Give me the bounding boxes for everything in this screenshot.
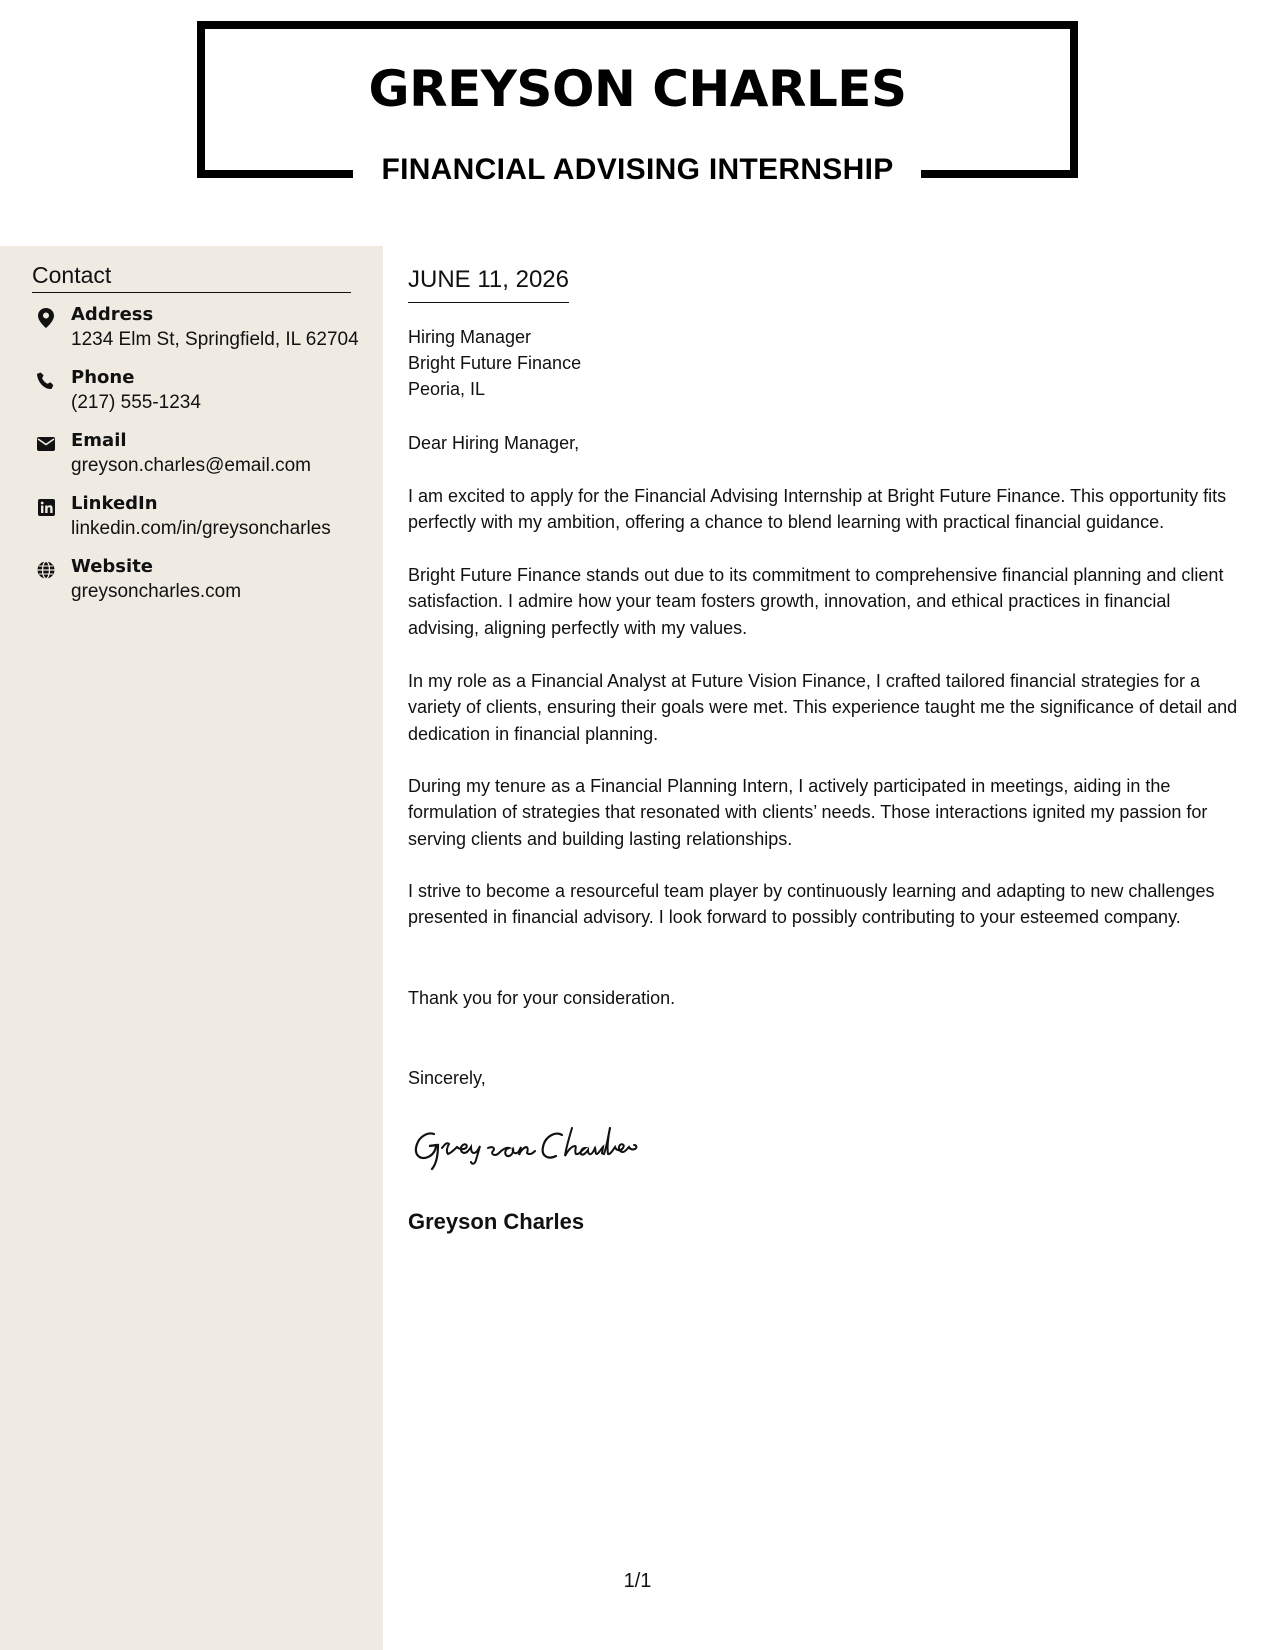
website-value: greysoncharles.com <box>71 581 242 602</box>
page-number: 1/1 <box>623 1570 652 1592</box>
address-value: 1234 Elm St, Springfield, IL 62704 <box>71 329 359 350</box>
phone-value: (217) 555-1234 <box>71 392 201 413</box>
header-frame-bottom-right <box>921 170 1078 178</box>
envelope-icon <box>36 434 56 454</box>
signer-name: Greyson Charles <box>408 1209 585 1234</box>
letter-header <box>0 0 1275 246</box>
globe-icon <box>36 560 56 580</box>
website-label: Website <box>71 556 154 577</box>
handwritten-signature <box>412 1118 672 1174</box>
recipient-location: Peoria, IL <box>408 379 486 399</box>
contact-divider <box>32 292 351 293</box>
recipient-title: Hiring Manager <box>408 327 532 347</box>
body-paragraph: During my tenure as a Financial Planning Intern, I actively participated in meetings, aiding in the formulation of strategies that resonated with clients’ needs. Those interactions ignited my passion for serving clients and building lasting relationships. <box>408 776 1208 849</box>
email-label: Email <box>71 430 127 451</box>
applicant-name: GREYSON CHARLES <box>368 60 907 118</box>
body-paragraph: Bright Future Finance stands out due to its commitment to comprehensive financial planning and client satisfaction. I admire how your team fosters growth, innovation, and ethical practices in financial advising, aligning perfectly with my values. <box>408 565 1224 638</box>
closing: Sincerely, <box>408 1068 486 1088</box>
body-paragraph: I am excited to apply for the Financial Advising Internship at Bright Future Finance. This opportunity fits perfectly with my ambition, offering a chance to blend learning with practical financial guidance. <box>408 486 1227 533</box>
recipient-company: Bright Future Finance <box>408 353 582 373</box>
phone-icon <box>36 371 56 391</box>
body-paragraph: I strive to become a resourceful team player by continuously learning and adapting to new challenges presented in financial advisory. I look forward to possibly contributing to your esteemed company. <box>408 881 1215 928</box>
thanks-line: Thank you for your consideration. <box>408 988 676 1008</box>
location-pin-icon <box>36 308 56 328</box>
recipient-block <box>408 324 581 402</box>
linkedin-icon <box>36 497 56 517</box>
letter-date: JUNE 11, 2026 <box>408 266 569 303</box>
header-frame-bottom-left <box>197 170 353 178</box>
linkedin-value: linkedin.com/in/greysoncharles <box>71 518 331 539</box>
position-title: FINANCIAL ADVISING INTERNSHIP <box>381 153 894 186</box>
contact-heading: Contact <box>32 262 112 288</box>
linkedin-label: LinkedIn <box>71 493 158 514</box>
address-label: Address <box>71 304 154 325</box>
email-value: greyson.charles@email.com <box>71 455 311 476</box>
phone-label: Phone <box>71 367 135 388</box>
salutation: Dear Hiring Manager, <box>408 433 580 453</box>
body-paragraph: In my role as a Financial Analyst at Future Vision Finance, I crafted tailored financial strategies for a variety of clients, ensuring their goals were met. This experience taught me the significance of detail and dedication in financial planning. <box>408 671 1238 744</box>
